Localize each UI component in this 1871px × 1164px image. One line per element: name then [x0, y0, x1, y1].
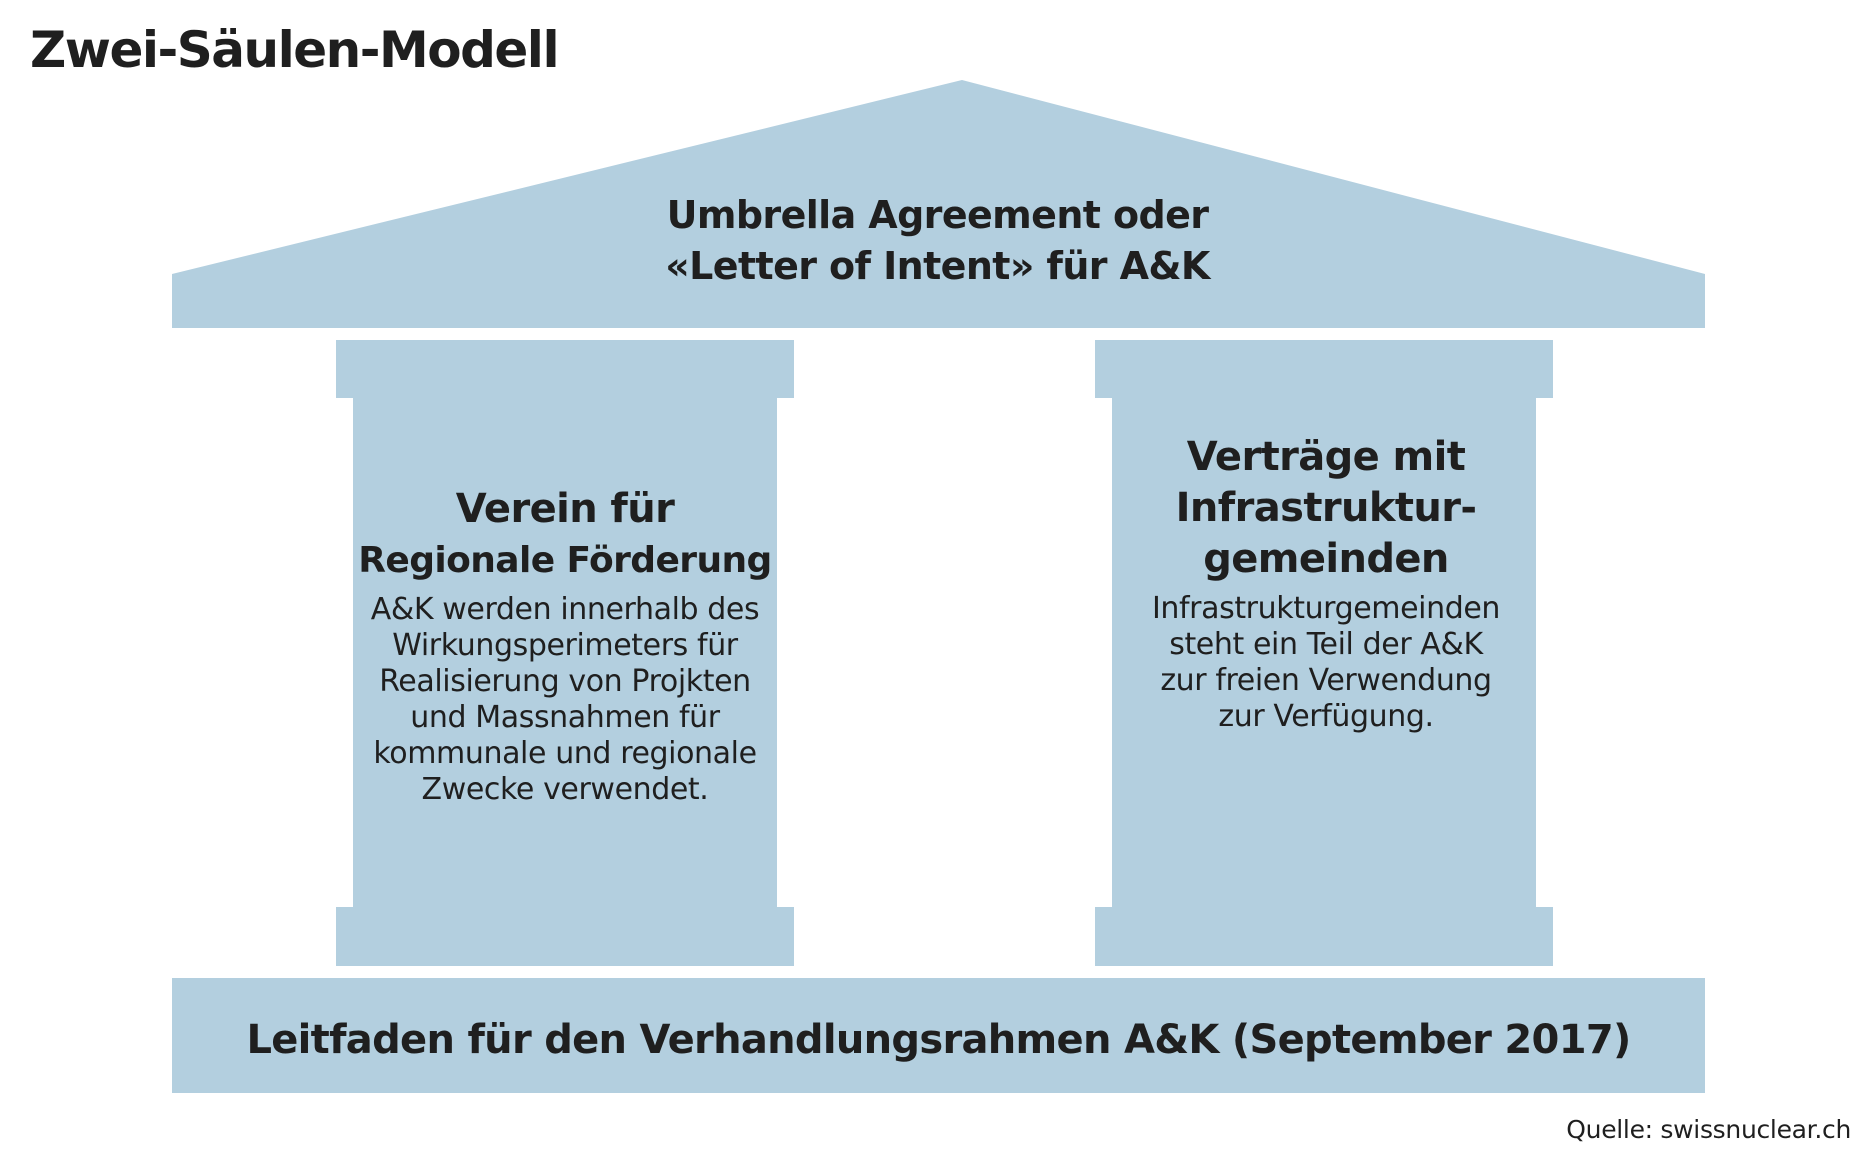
- heading-line: Infrastruktur-: [1175, 485, 1477, 531]
- body-line: Zwecke verwendet.: [421, 772, 709, 807]
- roof-label: [360, 190, 1515, 292]
- body-line: Realisierung von Projkten: [379, 664, 751, 699]
- body-line: steht ein Teil der A&K: [1169, 627, 1483, 662]
- body-line: Wirkungsperimeters für: [392, 628, 738, 663]
- right-pillar-description: [1114, 591, 1538, 735]
- body-line: zur freien Verwendung: [1160, 663, 1492, 698]
- body-line: zur Verfügung.: [1218, 699, 1434, 734]
- right-pillar-heading: [1114, 432, 1538, 585]
- source-credit: Quelle: swissnuclear.ch: [1566, 1115, 1851, 1144]
- left-pillar-description: [353, 592, 777, 808]
- roof-label-line: «Letter of Intent» für A&K: [665, 244, 1210, 288]
- heading-line: gemeinden: [1203, 536, 1449, 582]
- body-line: und Massnahmen für: [410, 700, 720, 735]
- left-pillar-heading: [353, 484, 777, 586]
- body-line: kommunale und regionale: [373, 736, 757, 771]
- body-line: Infrastrukturgemeinden: [1151, 591, 1501, 626]
- foundation-label: Leitfaden für den Verhandlungsrahmen A&K (September 2017): [246, 1017, 1631, 1063]
- diagram-title: Zwei-Säulen-Modell: [30, 21, 559, 79]
- heading-line: Regionale Förderung: [358, 540, 772, 581]
- right-pillar-text: [1114, 432, 1538, 735]
- left-pillar-text: [353, 484, 777, 808]
- roof-label-line: Umbrella Agreement oder: [666, 193, 1209, 237]
- body-line: A&K werden innerhalb des: [370, 592, 760, 627]
- heading-line: Verträge mit: [1186, 434, 1466, 480]
- heading-line: Verein für: [455, 486, 675, 532]
